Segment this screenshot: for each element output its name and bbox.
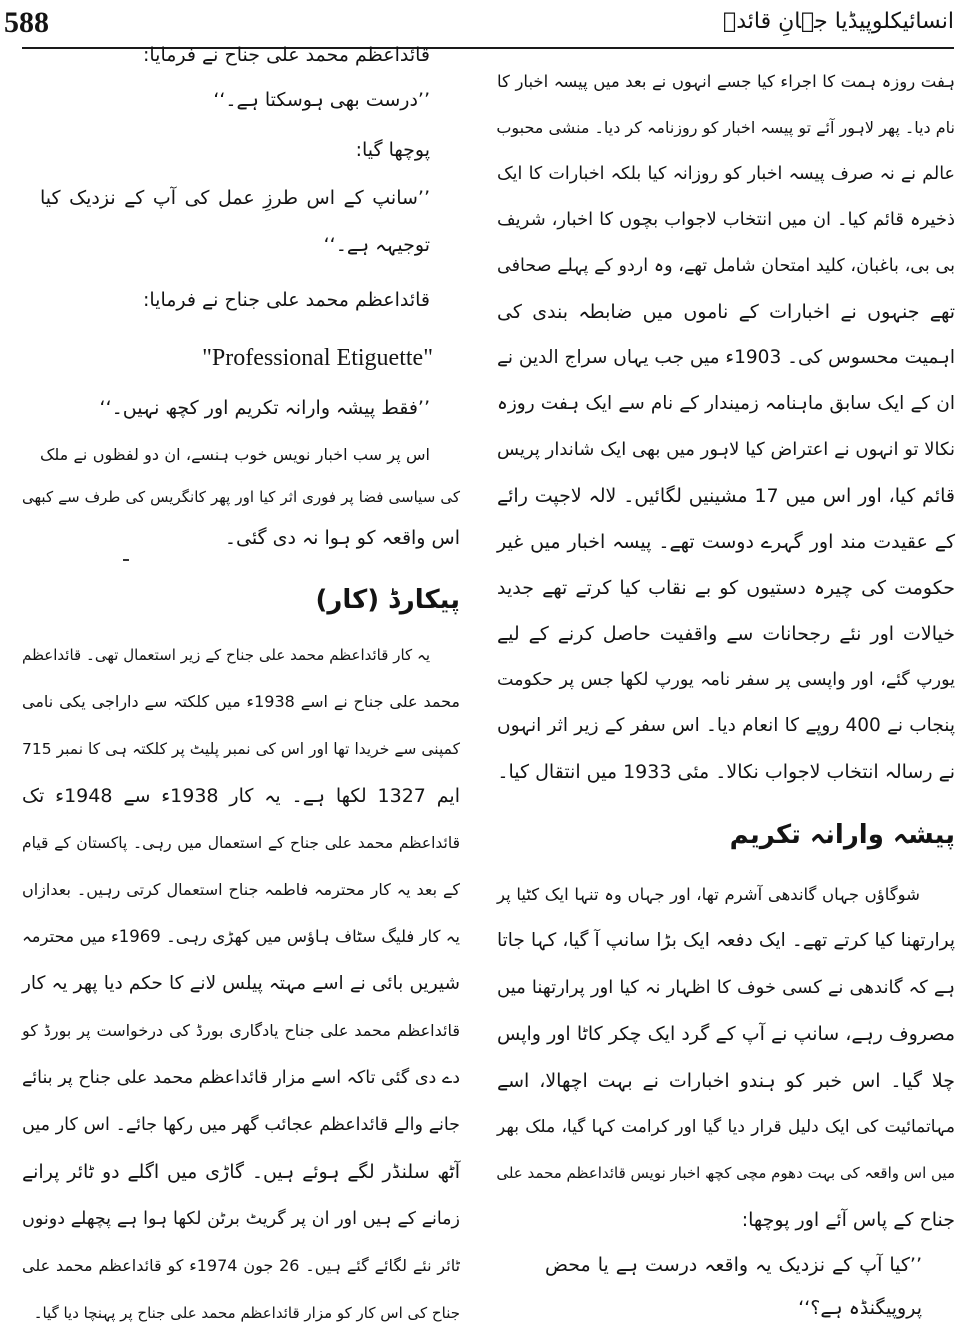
body-line: ان کے ایک سابق ماہنامہ زمیندار کے نام سے ایک ہفت روزہ [497, 393, 955, 414]
body-line: آٹھ سلنڈر لگے ہوئے ہیں۔ گاڑی میں اگلے دو ٹائر پرانے [22, 1161, 460, 1183]
page-number: 588 [4, 6, 49, 39]
body-line: عالم نے نہ صرف پیسہ اخبار کو روزانہ کیا بلکہ اخبارات کا ایک [497, 164, 955, 184]
body-line: جانے والے قائداعظم عجائب گھر میں رکھا جائے۔ اس کار میں [22, 1115, 460, 1135]
dialogue-line: قائداعظم محمد علی جناح نے فرمایا: [142, 44, 430, 66]
body-line: جناح کی اس کار کو مزار قائداعظم محمد علی جناح پر پہنچا دیا گیا۔ [33, 1304, 460, 1322]
quote-line: ’’کیا آپ کے نزدیک یہ واقعہ درست ہے یا محض [545, 1254, 922, 1276]
body-line: پرارتھنا کیا کرتے تھے۔ ایک دفعہ ایک بڑا سانپ آ گیا، کہا جاتا [497, 930, 955, 952]
body-line: ٹائر نئے لگائے گئے ہیں۔ 26 جون 1974ء کو قائداعظم محمد علی [22, 1256, 461, 1275]
dialogue-line: توجیہہ ہے۔‘‘ [323, 234, 430, 256]
body-line: یورپ گئے، اور واپسی پر سفر نامہ یورپ لکھا جس پر حکومت [497, 670, 955, 690]
body-line: مہاتمائیت کی ایک دلیل قرار دیا گیا اور کرامت کہا گیا، ملک بھر [497, 1117, 955, 1137]
dialogue-line: ’’درست بھی ہوسکتا ہے۔‘‘ [213, 89, 430, 111]
body-line: یہ کار فلیگ سٹاف ہاؤس میں کھڑی رہی۔ 1969ء میں محترمہ [22, 927, 460, 946]
body-line: چلا گیا۔ اس خبر کو ہندو اخبارات نے بہت اچھالا، اسے [497, 1069, 955, 1092]
body-line: شیریں بائی نے اسے مہتہ پیلس لانے کا حکم دیا پھر یہ کار [22, 973, 460, 994]
dialogue-line: ’’سانپ کے اس طرزِ عمل کی آپ کے نزدیک کیا [40, 187, 430, 209]
english-quote-line: "Professional Etiguette" [202, 345, 433, 371]
dialogue-line: کی سیاسی فضا پر فوری اثر کیا اور پھر کانگریس کی طرف سے کبھی [22, 488, 460, 506]
running-title: انسائیکلوپیڈیا جہانِ قائدؒ [723, 9, 954, 34]
body-line: قائم کیا، اور اس میں 17 مشینیں لگائیں۔ لالہ لاجپت رائے [497, 485, 955, 507]
section-heading-packard-car: پیکارڈ (کار) [315, 585, 460, 615]
body-line: حکومت کی چیرہ دستیوں کو بے نقاب کیا کرتے تھے جدید [497, 577, 955, 599]
body-line: نکالا تو انہوں نے اعتراض کیا لاہور میں بھی ایک شاندار پریس [497, 439, 955, 460]
body-line: نام دیا۔ پھر لاہور آئے تو پیسہ اخبار کو روزنامہ کر دیا۔ منشی محبوب [496, 118, 955, 137]
body-line: جناح کے پاس آئے اور پوچھا: [741, 1208, 955, 1231]
body-line: یہ کار قائداعظم محمد علی جناح کے زیر استعمال تھی۔ قائداعظم [22, 646, 430, 664]
body-line: بی بی، باغبان، کلید امتحان شامل تھے، وہ اردو کے پہلے صحافی [497, 256, 955, 276]
body-line: زمانے کے ہیں اور ان پر گریٹ برٹن لکھا ہوا ہے پچھلے دونوں [22, 1209, 460, 1229]
body-line: ایم 1327 لکھا ہے۔ یہ کار 1938ء سے 1948ء تک [22, 785, 460, 807]
body-line: کمپنی سے خریدا تھا اور اس کی نمبر پلیٹ پر کلکتہ ہی کا نمبر 715 [22, 740, 460, 758]
quote-line: پروپیگنڈہ ہے؟‘‘ [798, 1297, 922, 1319]
body-line: دے دی گئی تاکہ اسے مزار قائداعظم محمد علی جناح پر بنائے [22, 1068, 460, 1088]
body-line: پنجاب نے 400 روپے کا انعام دیا۔ اس سفر کے زیر اثر انہوں [497, 715, 955, 736]
dialogue-line: قائداعظم محمد علی جناح نے فرمایا: [142, 289, 430, 311]
body-line: قائداعظم محمد علی جناح یادگاری بورڈ کی درخواست پر بورڈ کو [22, 1021, 460, 1040]
section-heading-professional-courtesy: پیشہ وارانہ تکریم [729, 820, 955, 850]
body-line: خیالات اور نئے رجحانات سے واقفیت حاصل کرنے کے لیے [497, 623, 955, 645]
body-line: ہے کہ گاندھی نے کسی خوف کا اظہار نہ کیا اور پرارتھنا میں [497, 976, 955, 998]
body-line: ہفت روزہ ہمت کا اجراء کیا جسے انہوں نے بعد میں پیسہ اخبار کا [497, 72, 955, 91]
body-line: شوگاؤں جہاں گاندھی آشرم تھا، اور جہاں وہ تنہا ایک کٹیا پر [497, 885, 920, 904]
dialogue-line: پوچھا گیا: [355, 139, 430, 161]
body-line: محمد علی جناح نے اسے 1938ء میں کلکتہ سے داراجی یکی نامی [22, 692, 460, 711]
body-line: کے عقیدت مند اور گہرے دوست تھے۔ پیسہ اخبار میں غیر [497, 531, 955, 553]
dialogue-line: ’’فقط پیشہ وارانہ تکریم اور کچھ نہیں۔‘‘ [99, 397, 430, 419]
body-line: ذخیرہ قائم کیا۔ ان میں انتخاب لاجواب بچوں کا اخبار، شریف [497, 209, 955, 230]
body-line: اہمیت محسوس کی۔ 1903ء میں جب یہاں سراج الدین نے [497, 347, 955, 368]
body-line: مصروف رہے، سانپ نے آپ کے گرد ایک چکر کاٹا اور واپس [497, 1023, 955, 1046]
dialogue-line: اس واقعہ کو ہوا نہ دی گئی۔ [224, 527, 460, 549]
body-line: قائداعظم محمد علی جناح کے استعمال میں رہی۔ پاکستان کے قیام [22, 834, 460, 852]
body-line: تھے جنہوں نے اخبارات کے ناموں میں ضابطہ بندی کی [497, 301, 955, 323]
body-line: کے بعد یہ کار محترمہ فاطمہ جناح استعمال کرتی رہیں۔ بعدازاں [22, 880, 460, 899]
body-line: نے رسالہ انتخاب لاجواب نکالا۔ مئی 1933 میں انتقال کیا۔ [497, 761, 955, 783]
dialogue-line: اس پر سب اخبار نویس خوب ہنسے، ان دو لفظوں نے ملک [40, 445, 430, 464]
body-line: میں اس واقعہ کی بہت دھوم مچی کچھ اخبار نویس قائداعظم محمد علی [496, 1164, 955, 1183]
